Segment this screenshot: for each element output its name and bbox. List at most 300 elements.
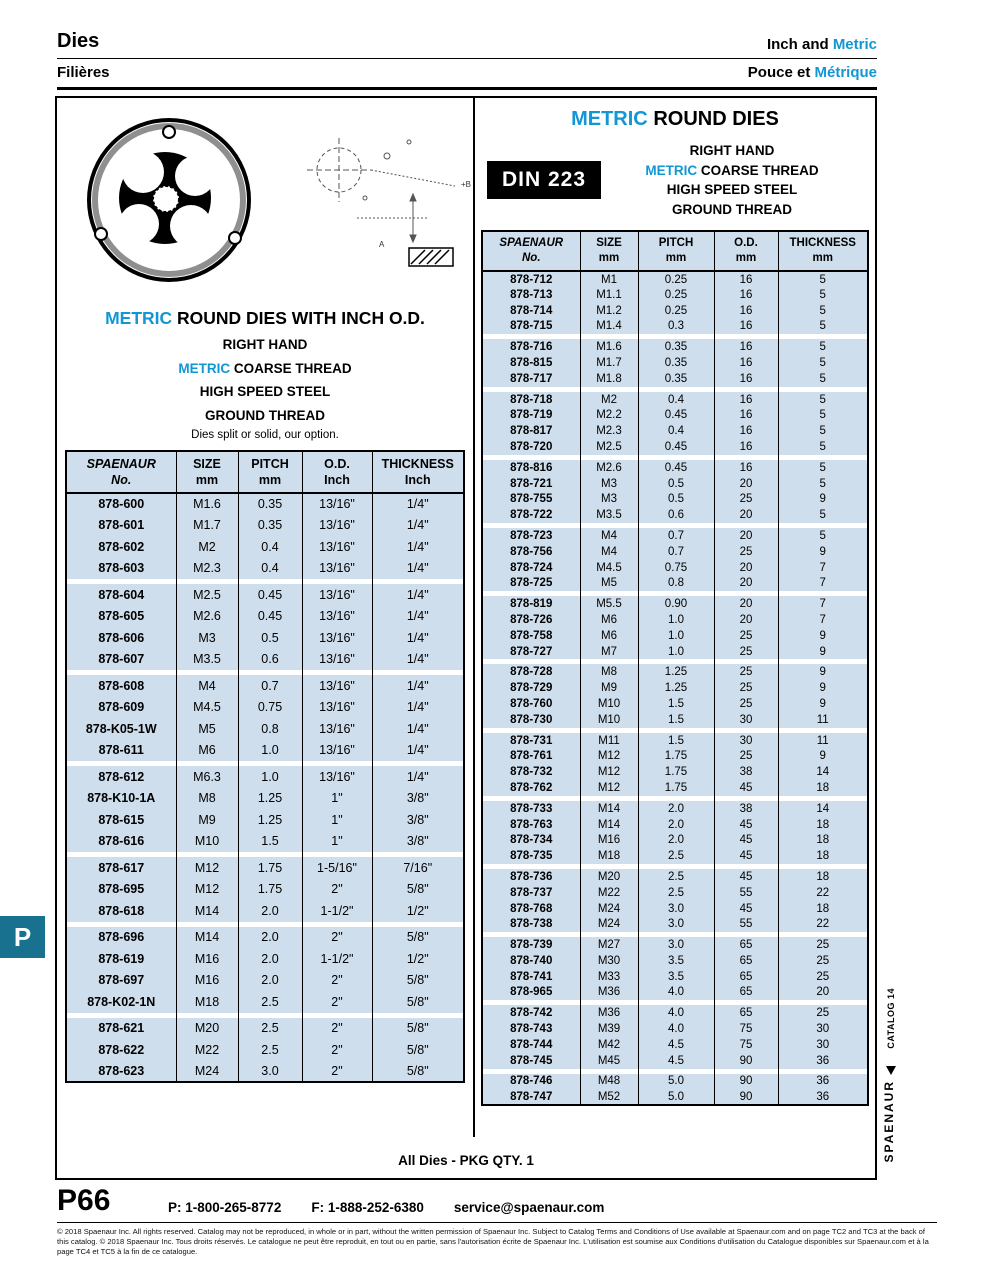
value-cell: 25 bbox=[778, 969, 868, 985]
value-cell: 5.0 bbox=[638, 1074, 714, 1090]
left-subtitle-metric: METRIC bbox=[178, 360, 231, 376]
table-row bbox=[482, 937, 868, 953]
value-cell: 1.25 bbox=[238, 788, 302, 810]
value-cell: 5 bbox=[778, 287, 868, 303]
value-cell: 0.8 bbox=[638, 575, 714, 591]
table-row bbox=[66, 606, 464, 628]
value-cell: 90 bbox=[714, 1089, 778, 1105]
value-cell: 0.6 bbox=[638, 507, 714, 523]
value-cell: 18 bbox=[778, 817, 868, 833]
value-cell: M2.6 bbox=[580, 460, 638, 476]
table-row bbox=[66, 627, 464, 649]
part-number-cell: 878-755 bbox=[482, 491, 580, 507]
page-header bbox=[57, 30, 877, 90]
value-cell: 0.75 bbox=[638, 560, 714, 576]
value-cell: 13/16" bbox=[302, 584, 372, 606]
left-title-rest: ROUND DIES WITH INCH O.D. bbox=[172, 308, 425, 328]
value-cell: 1" bbox=[302, 831, 372, 853]
round-die-photo-illustration bbox=[57, 98, 473, 306]
value-cell: 9 bbox=[778, 696, 868, 712]
right-subtitle-coarse-thread bbox=[601, 161, 863, 181]
value-cell: 0.35 bbox=[238, 493, 302, 515]
value-cell: M4 bbox=[580, 528, 638, 544]
value-cell: M1.4 bbox=[580, 319, 638, 335]
value-cell: M12 bbox=[176, 879, 238, 901]
part-number-cell: 878-618 bbox=[66, 900, 176, 922]
value-cell: M3.5 bbox=[176, 649, 238, 671]
value-cell: 3.5 bbox=[638, 969, 714, 985]
table-row bbox=[482, 491, 868, 507]
header-right-french bbox=[748, 64, 877, 81]
value-cell: 9 bbox=[778, 664, 868, 680]
value-cell: 7 bbox=[778, 612, 868, 628]
value-cell: 0.4 bbox=[238, 536, 302, 558]
part-number-cell: 878-K02-1N bbox=[66, 991, 176, 1013]
value-cell: 5 bbox=[778, 339, 868, 355]
part-number-cell: 878-601 bbox=[66, 515, 176, 537]
value-cell: 16 bbox=[714, 339, 778, 355]
value-cell: 3.0 bbox=[238, 1061, 302, 1083]
value-cell: 0.8 bbox=[238, 718, 302, 740]
part-number-cell: 878-602 bbox=[66, 536, 176, 558]
table-row bbox=[66, 1061, 464, 1083]
value-cell: 1.75 bbox=[638, 748, 714, 764]
table-row bbox=[482, 869, 868, 885]
part-number-cell: 878-758 bbox=[482, 628, 580, 644]
part-number-cell: 878-722 bbox=[482, 507, 580, 523]
value-cell: 5 bbox=[778, 439, 868, 455]
value-cell: M1.2 bbox=[580, 303, 638, 319]
value-cell: 25 bbox=[778, 953, 868, 969]
copyright-text: © 2018 Spaenaur Inc. All rights reserved. Catalog may not be reproduced, in whole or in part, without the written permission of Spaenaur Inc. Subject to Catalog Terms and Conditions of Use available at Spaenaur.com and on page TC2 and TC3 at the back of this catalog. © 2018 Spaenaur Inc. Tous droits réservés. Le catalogue ne peut être reproduit, en tout ou en partie, sans l'autorisation écrite de Spaenaur Inc. L'utilisation est soumise aux Conditions d'utilisation du Catalogue disponibles sur Spaenaur.com et à la page TC4 et TC5 à la fin de ce catalogue. bbox=[57, 1222, 937, 1257]
part-number-cell: 878-609 bbox=[66, 697, 176, 719]
column-header: O.D. Inch bbox=[302, 451, 372, 494]
value-cell: 0.90 bbox=[638, 596, 714, 612]
page-title-french: Filières bbox=[57, 64, 110, 81]
value-cell: 20 bbox=[714, 575, 778, 591]
part-number-cell: 878-608 bbox=[66, 675, 176, 697]
value-cell: 5/8" bbox=[372, 1039, 464, 1061]
value-cell: 1/4" bbox=[372, 536, 464, 558]
column-header: SIZE mm bbox=[580, 231, 638, 271]
value-cell: M7 bbox=[580, 644, 638, 660]
value-cell: M3 bbox=[176, 627, 238, 649]
table-row bbox=[482, 575, 868, 591]
part-number-cell: 878-965 bbox=[482, 985, 580, 1001]
value-cell: 7/16" bbox=[372, 857, 464, 879]
value-cell: M12 bbox=[580, 748, 638, 764]
value-cell: 25 bbox=[714, 664, 778, 680]
value-cell: 5/8" bbox=[372, 970, 464, 992]
value-cell: 7 bbox=[778, 575, 868, 591]
table-row bbox=[66, 948, 464, 970]
part-number-cell: 878-725 bbox=[482, 575, 580, 591]
value-cell: M12 bbox=[580, 764, 638, 780]
table-row bbox=[66, 740, 464, 762]
part-number-cell: 878-819 bbox=[482, 596, 580, 612]
value-cell: 0.7 bbox=[238, 675, 302, 697]
table-row bbox=[66, 675, 464, 697]
value-cell: 16 bbox=[714, 439, 778, 455]
value-cell: 5 bbox=[778, 408, 868, 424]
value-cell: M10 bbox=[580, 712, 638, 728]
value-cell: 75 bbox=[714, 1037, 778, 1053]
value-cell: M5 bbox=[176, 718, 238, 740]
value-cell: 1.75 bbox=[638, 764, 714, 780]
header-metrique: Métrique bbox=[814, 64, 877, 81]
value-cell: 13/16" bbox=[302, 718, 372, 740]
table-row bbox=[482, 801, 868, 817]
table-row bbox=[482, 1021, 868, 1037]
value-cell: 0.35 bbox=[638, 355, 714, 371]
part-number-cell: 878-604 bbox=[66, 584, 176, 606]
part-number-cell: 878-726 bbox=[482, 612, 580, 628]
value-cell: 0.35 bbox=[638, 339, 714, 355]
part-number-cell: 878-736 bbox=[482, 869, 580, 885]
value-cell: M8 bbox=[176, 788, 238, 810]
part-number-cell: 878-763 bbox=[482, 817, 580, 833]
value-cell: 2" bbox=[302, 927, 372, 949]
value-cell: M2.5 bbox=[580, 439, 638, 455]
value-cell: 16 bbox=[714, 423, 778, 439]
table-row bbox=[66, 991, 464, 1013]
value-cell: 55 bbox=[714, 885, 778, 901]
table-row bbox=[482, 733, 868, 749]
section-tab-p: P bbox=[0, 916, 45, 958]
table-row bbox=[482, 848, 868, 864]
diagram-label-b: +B bbox=[461, 180, 472, 189]
table-row bbox=[482, 612, 868, 628]
table-row bbox=[482, 780, 868, 796]
part-number-cell: 878-768 bbox=[482, 901, 580, 917]
value-cell: 13/16" bbox=[302, 515, 372, 537]
value-cell: M36 bbox=[580, 985, 638, 1001]
value-cell: 5 bbox=[778, 392, 868, 408]
metric-od-table bbox=[481, 230, 869, 1106]
catalog-number-vertical-text: CATALOG 14 bbox=[886, 988, 896, 1049]
value-cell: M1.1 bbox=[580, 287, 638, 303]
value-cell: 1" bbox=[302, 809, 372, 831]
spaenaur-logo-mark bbox=[886, 1066, 896, 1075]
value-cell: 25 bbox=[714, 491, 778, 507]
table-row bbox=[482, 303, 868, 319]
value-cell: 5 bbox=[778, 319, 868, 335]
value-cell: 2" bbox=[302, 1039, 372, 1061]
value-cell: 0.4 bbox=[638, 423, 714, 439]
value-cell: M2.3 bbox=[580, 423, 638, 439]
value-cell: 2.5 bbox=[638, 885, 714, 901]
value-cell: 0.45 bbox=[238, 584, 302, 606]
value-cell: 16 bbox=[714, 371, 778, 387]
value-cell: 16 bbox=[714, 460, 778, 476]
value-cell: 5.0 bbox=[638, 1089, 714, 1105]
value-cell: 16 bbox=[714, 303, 778, 319]
value-cell: 2" bbox=[302, 879, 372, 901]
part-number-cell: 878-728 bbox=[482, 664, 580, 680]
value-cell: 25 bbox=[714, 644, 778, 660]
table-row bbox=[66, 857, 464, 879]
value-cell: 5 bbox=[778, 303, 868, 319]
table-row bbox=[66, 493, 464, 515]
value-cell: 1.5 bbox=[638, 712, 714, 728]
value-cell: 1/4" bbox=[372, 766, 464, 788]
table-row bbox=[482, 392, 868, 408]
value-cell: 1/4" bbox=[372, 675, 464, 697]
value-cell: 1.75 bbox=[638, 780, 714, 796]
part-number-cell: 878-746 bbox=[482, 1074, 580, 1090]
table-row bbox=[482, 680, 868, 696]
left-section-subtitles bbox=[57, 333, 473, 428]
left-section-title bbox=[57, 308, 473, 329]
value-cell: 0.35 bbox=[238, 515, 302, 537]
table-row bbox=[66, 536, 464, 558]
part-number-cell: 878-695 bbox=[66, 879, 176, 901]
value-cell: 20 bbox=[714, 612, 778, 628]
value-cell: 0.45 bbox=[238, 606, 302, 628]
value-cell: 5 bbox=[778, 476, 868, 492]
value-cell: 4.0 bbox=[638, 985, 714, 1001]
inch-od-table bbox=[65, 450, 465, 1084]
value-cell: M4.5 bbox=[176, 697, 238, 719]
value-cell: M16 bbox=[580, 832, 638, 848]
value-cell: 18 bbox=[778, 848, 868, 864]
page-title: Dies bbox=[57, 30, 100, 52]
value-cell: 20 bbox=[714, 560, 778, 576]
part-number-cell: 878-815 bbox=[482, 355, 580, 371]
value-cell: 13/16" bbox=[302, 649, 372, 671]
value-cell: 65 bbox=[714, 1005, 778, 1021]
table-row bbox=[482, 969, 868, 985]
part-number-cell: 878-697 bbox=[66, 970, 176, 992]
part-number-cell: 878-615 bbox=[66, 809, 176, 831]
part-number-cell: 878-742 bbox=[482, 1005, 580, 1021]
value-cell: 0.45 bbox=[638, 460, 714, 476]
value-cell: 22 bbox=[778, 916, 868, 932]
value-cell: M24 bbox=[176, 1061, 238, 1083]
left-subtitle-coarse: COARSE THREAD bbox=[230, 360, 352, 376]
table-row bbox=[482, 1089, 868, 1105]
table-row bbox=[482, 916, 868, 932]
column-header: SPAENAUR No. bbox=[66, 451, 176, 494]
value-cell: 9 bbox=[778, 491, 868, 507]
value-cell: M20 bbox=[580, 869, 638, 885]
table-row bbox=[482, 832, 868, 848]
value-cell: 4.5 bbox=[638, 1037, 714, 1053]
value-cell: 25 bbox=[714, 680, 778, 696]
value-cell: M1.8 bbox=[580, 371, 638, 387]
value-cell: 20 bbox=[778, 985, 868, 1001]
part-number-cell: 878-737 bbox=[482, 885, 580, 901]
value-cell: M12 bbox=[580, 780, 638, 796]
part-number-cell: 878-741 bbox=[482, 969, 580, 985]
value-cell: 14 bbox=[778, 801, 868, 817]
part-number-cell: 878-719 bbox=[482, 408, 580, 424]
value-cell: 0.4 bbox=[638, 392, 714, 408]
value-cell: 25 bbox=[714, 628, 778, 644]
value-cell: M2 bbox=[176, 536, 238, 558]
value-cell: M36 bbox=[580, 1005, 638, 1021]
value-cell: 4.0 bbox=[638, 1005, 714, 1021]
value-cell: 1/4" bbox=[372, 627, 464, 649]
part-number-cell: 878-734 bbox=[482, 832, 580, 848]
value-cell: 30 bbox=[778, 1037, 868, 1053]
value-cell: 1.75 bbox=[238, 857, 302, 879]
value-cell: 45 bbox=[714, 780, 778, 796]
right-title-metric: METRIC bbox=[571, 108, 648, 130]
part-number-cell: 878-756 bbox=[482, 544, 580, 560]
value-cell: 13/16" bbox=[302, 675, 372, 697]
value-cell: 1/4" bbox=[372, 740, 464, 762]
left-title-metric: METRIC bbox=[105, 308, 173, 328]
part-number-cell: 878-760 bbox=[482, 696, 580, 712]
value-cell: 2.5 bbox=[238, 991, 302, 1013]
value-cell: 2.0 bbox=[238, 900, 302, 922]
value-cell: 1/4" bbox=[372, 718, 464, 740]
left-section-note: Dies split or solid, our option. bbox=[191, 428, 339, 441]
value-cell: M2.2 bbox=[580, 408, 638, 424]
part-number-cell: 878-743 bbox=[482, 1021, 580, 1037]
value-cell: 0.6 bbox=[238, 649, 302, 671]
table-row bbox=[482, 439, 868, 455]
value-cell: 5 bbox=[778, 271, 868, 287]
value-cell: 20 bbox=[714, 507, 778, 523]
value-cell: 2" bbox=[302, 1061, 372, 1083]
value-cell: 25 bbox=[714, 544, 778, 560]
value-cell: 16 bbox=[714, 319, 778, 335]
part-number-cell: 878-622 bbox=[66, 1039, 176, 1061]
diagram-label-a: A bbox=[379, 240, 385, 249]
table-row bbox=[482, 901, 868, 917]
part-number-cell: 878-740 bbox=[482, 953, 580, 969]
value-cell: M9 bbox=[176, 809, 238, 831]
part-number-cell: 878-621 bbox=[66, 1018, 176, 1040]
value-cell: 36 bbox=[778, 1053, 868, 1069]
left-subtitle-right-hand: RIGHT HAND bbox=[222, 337, 308, 352]
value-cell: 9 bbox=[778, 544, 868, 560]
value-cell: M14 bbox=[580, 801, 638, 817]
value-cell: M24 bbox=[580, 916, 638, 932]
left-subtitle-ground-thread: GROUND THREAD bbox=[205, 407, 325, 423]
value-cell: M16 bbox=[176, 970, 238, 992]
value-cell: 2.5 bbox=[238, 1039, 302, 1061]
table-row bbox=[482, 339, 868, 355]
table-row bbox=[482, 748, 868, 764]
value-cell: 0.25 bbox=[638, 287, 714, 303]
table-row bbox=[482, 287, 868, 303]
part-number-cell: 878-733 bbox=[482, 801, 580, 817]
table-row bbox=[482, 1074, 868, 1090]
header-row-french bbox=[57, 59, 877, 90]
part-number-cell: 878-721 bbox=[482, 476, 580, 492]
value-cell: 2.0 bbox=[638, 832, 714, 848]
value-cell: 0.75 bbox=[238, 697, 302, 719]
value-cell: M10 bbox=[176, 831, 238, 853]
value-cell: 1.5 bbox=[238, 831, 302, 853]
table-row bbox=[66, 718, 464, 740]
table-row bbox=[66, 515, 464, 537]
table-row bbox=[66, 900, 464, 922]
left-subtitle-high-speed-steel: HIGH SPEED STEEL bbox=[199, 384, 331, 400]
table-row bbox=[482, 664, 868, 680]
value-cell: M2 bbox=[580, 392, 638, 408]
left-section-inch-od bbox=[57, 98, 473, 1137]
value-cell: 1/4" bbox=[372, 697, 464, 719]
value-cell: M45 bbox=[580, 1053, 638, 1069]
value-cell: 3/8" bbox=[372, 831, 464, 853]
table-row bbox=[482, 319, 868, 335]
value-cell: 11 bbox=[778, 712, 868, 728]
value-cell: 3.0 bbox=[638, 916, 714, 932]
part-number-cell: 878-K05-1W bbox=[66, 718, 176, 740]
value-cell: 45 bbox=[714, 832, 778, 848]
table-row bbox=[482, 423, 868, 439]
value-cell: 1/2" bbox=[372, 948, 464, 970]
part-number-cell: 878-727 bbox=[482, 644, 580, 660]
table-row bbox=[482, 644, 868, 660]
value-cell: 45 bbox=[714, 869, 778, 885]
value-cell: 45 bbox=[714, 848, 778, 864]
value-cell: M16 bbox=[176, 948, 238, 970]
phone-number: P: 1-800-265-8772 bbox=[168, 1200, 282, 1215]
value-cell: 13/16" bbox=[302, 740, 372, 762]
table-row bbox=[482, 712, 868, 728]
table-row bbox=[482, 628, 868, 644]
part-number-cell: 878-612 bbox=[66, 766, 176, 788]
value-cell: 2.0 bbox=[238, 927, 302, 949]
value-cell: M10 bbox=[580, 696, 638, 712]
value-cell: M8 bbox=[580, 664, 638, 680]
table-row bbox=[66, 584, 464, 606]
table-row bbox=[482, 885, 868, 901]
part-number-cell: 878-607 bbox=[66, 649, 176, 671]
value-cell: 25 bbox=[778, 1005, 868, 1021]
part-number-cell: 878-731 bbox=[482, 733, 580, 749]
right-subtitle-ground-thread: GROUND THREAD bbox=[672, 201, 793, 217]
part-number-cell: 878-739 bbox=[482, 937, 580, 953]
table-row bbox=[66, 788, 464, 810]
value-cell: 1.25 bbox=[638, 680, 714, 696]
table-row bbox=[482, 271, 868, 287]
part-number-cell: 878-623 bbox=[66, 1061, 176, 1083]
brand-vertical-text: SPAENAUR bbox=[882, 1080, 896, 1163]
table-row bbox=[66, 831, 464, 853]
value-cell: M24 bbox=[580, 901, 638, 917]
part-number-cell: 878-724 bbox=[482, 560, 580, 576]
value-cell: 0.45 bbox=[638, 439, 714, 455]
value-cell: 18 bbox=[778, 832, 868, 848]
value-cell: 18 bbox=[778, 780, 868, 796]
value-cell: 4.5 bbox=[638, 1053, 714, 1069]
value-cell: M48 bbox=[580, 1074, 638, 1090]
value-cell: 2.5 bbox=[638, 848, 714, 864]
value-cell: M2.6 bbox=[176, 606, 238, 628]
value-cell: 1-1/2" bbox=[302, 948, 372, 970]
value-cell: 5 bbox=[778, 423, 868, 439]
value-cell: 13/16" bbox=[302, 558, 372, 580]
value-cell: 1.0 bbox=[238, 766, 302, 788]
value-cell: 2" bbox=[302, 970, 372, 992]
value-cell: 22 bbox=[778, 885, 868, 901]
value-cell: 38 bbox=[714, 801, 778, 817]
value-cell: 4.0 bbox=[638, 1021, 714, 1037]
header-row bbox=[482, 231, 868, 271]
table-row bbox=[482, 696, 868, 712]
value-cell: 20 bbox=[714, 528, 778, 544]
value-cell: 9 bbox=[778, 680, 868, 696]
value-cell: 2.0 bbox=[238, 948, 302, 970]
value-cell: 5 bbox=[778, 371, 868, 387]
value-cell: 1/4" bbox=[372, 606, 464, 628]
